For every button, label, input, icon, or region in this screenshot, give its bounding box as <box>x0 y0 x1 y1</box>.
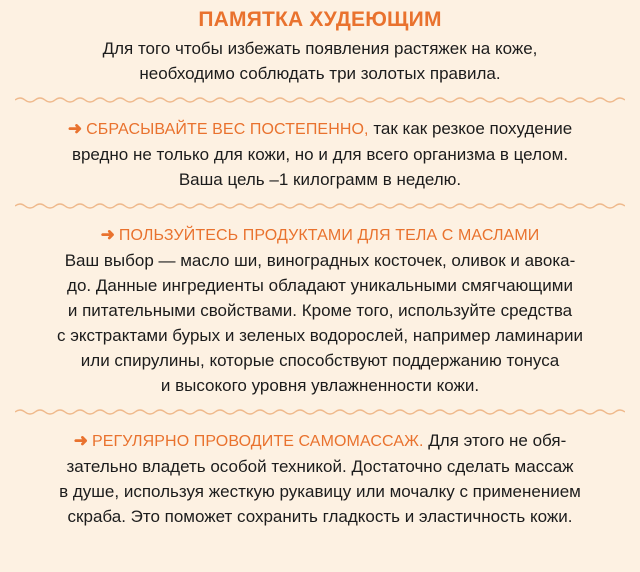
right-arrow-icon: ➜ <box>100 225 115 244</box>
intro-line: Для того чтобы избежать появления растяжек на коже, <box>102 39 538 58</box>
section-heading: СБРАСЫВАЙТЕ ВЕС ПОСТЕПЕННО, <box>86 121 369 138</box>
section-line: и высокого уровня увлажненности кожи. <box>160 376 480 395</box>
section-first-line <box>10 222 630 248</box>
section-heading: ПОЛЬЗУЙТЕСЬ ПРОДУКТАМИ ДЛЯ ТЕЛА С МАСЛАМИ <box>118 227 540 244</box>
section-line: Ваш выбор — масло ши, виноградных косточек, оливок и авока- <box>64 251 576 270</box>
section-line: или спирулины, которые способствуют поддержанию тонуса <box>80 351 560 370</box>
section-heading: РЕГУЛЯРНО ПРОВОДИТЕ САМОМАССАЖ. <box>91 433 424 450</box>
section-text: так как резкое похудение <box>373 119 573 138</box>
wavy-divider <box>15 408 625 416</box>
section-line: Ваша цель –1 килограмм в неделю. <box>178 170 462 189</box>
wavy-divider <box>15 96 625 104</box>
page-title: ПАМЯТКА ХУДЕЮЩИМ <box>198 8 442 31</box>
intro-text <box>10 36 630 86</box>
right-arrow-icon: ➜ <box>73 431 88 450</box>
section-line: вредно не только для кожи, но и для всего организма в целом. <box>71 145 569 164</box>
section-first-line <box>10 428 630 454</box>
tip-section-self-massage <box>10 428 630 529</box>
section-line: в душе, используя жесткую рукавицу или мочалку с применением <box>59 482 581 501</box>
section-line: и питательными свойствами. Кроме того, используйте средства <box>67 301 573 320</box>
tip-section-body-oils <box>10 222 630 398</box>
tip-section-gradual-weight-loss <box>10 116 630 192</box>
section-line: с экстрактами бурых и зеленых водорослей, например ламинарии <box>57 326 583 345</box>
section-line: зательно владеть особой техникой. Достаточно сделать массаж <box>66 457 574 476</box>
right-arrow-icon: ➜ <box>67 119 83 138</box>
section-text: Для этого не обя- <box>428 431 567 450</box>
section-first-line <box>10 116 630 142</box>
section-line: скраба. Это поможет сохранить гладкость и эластичность кожи. <box>67 507 573 526</box>
intro-line: необходимо соблюдать три золотых правила. <box>139 64 501 83</box>
section-line: до. Данные ингредиенты обладают уникальными смягчающими <box>67 276 573 295</box>
wavy-divider <box>15 202 625 210</box>
